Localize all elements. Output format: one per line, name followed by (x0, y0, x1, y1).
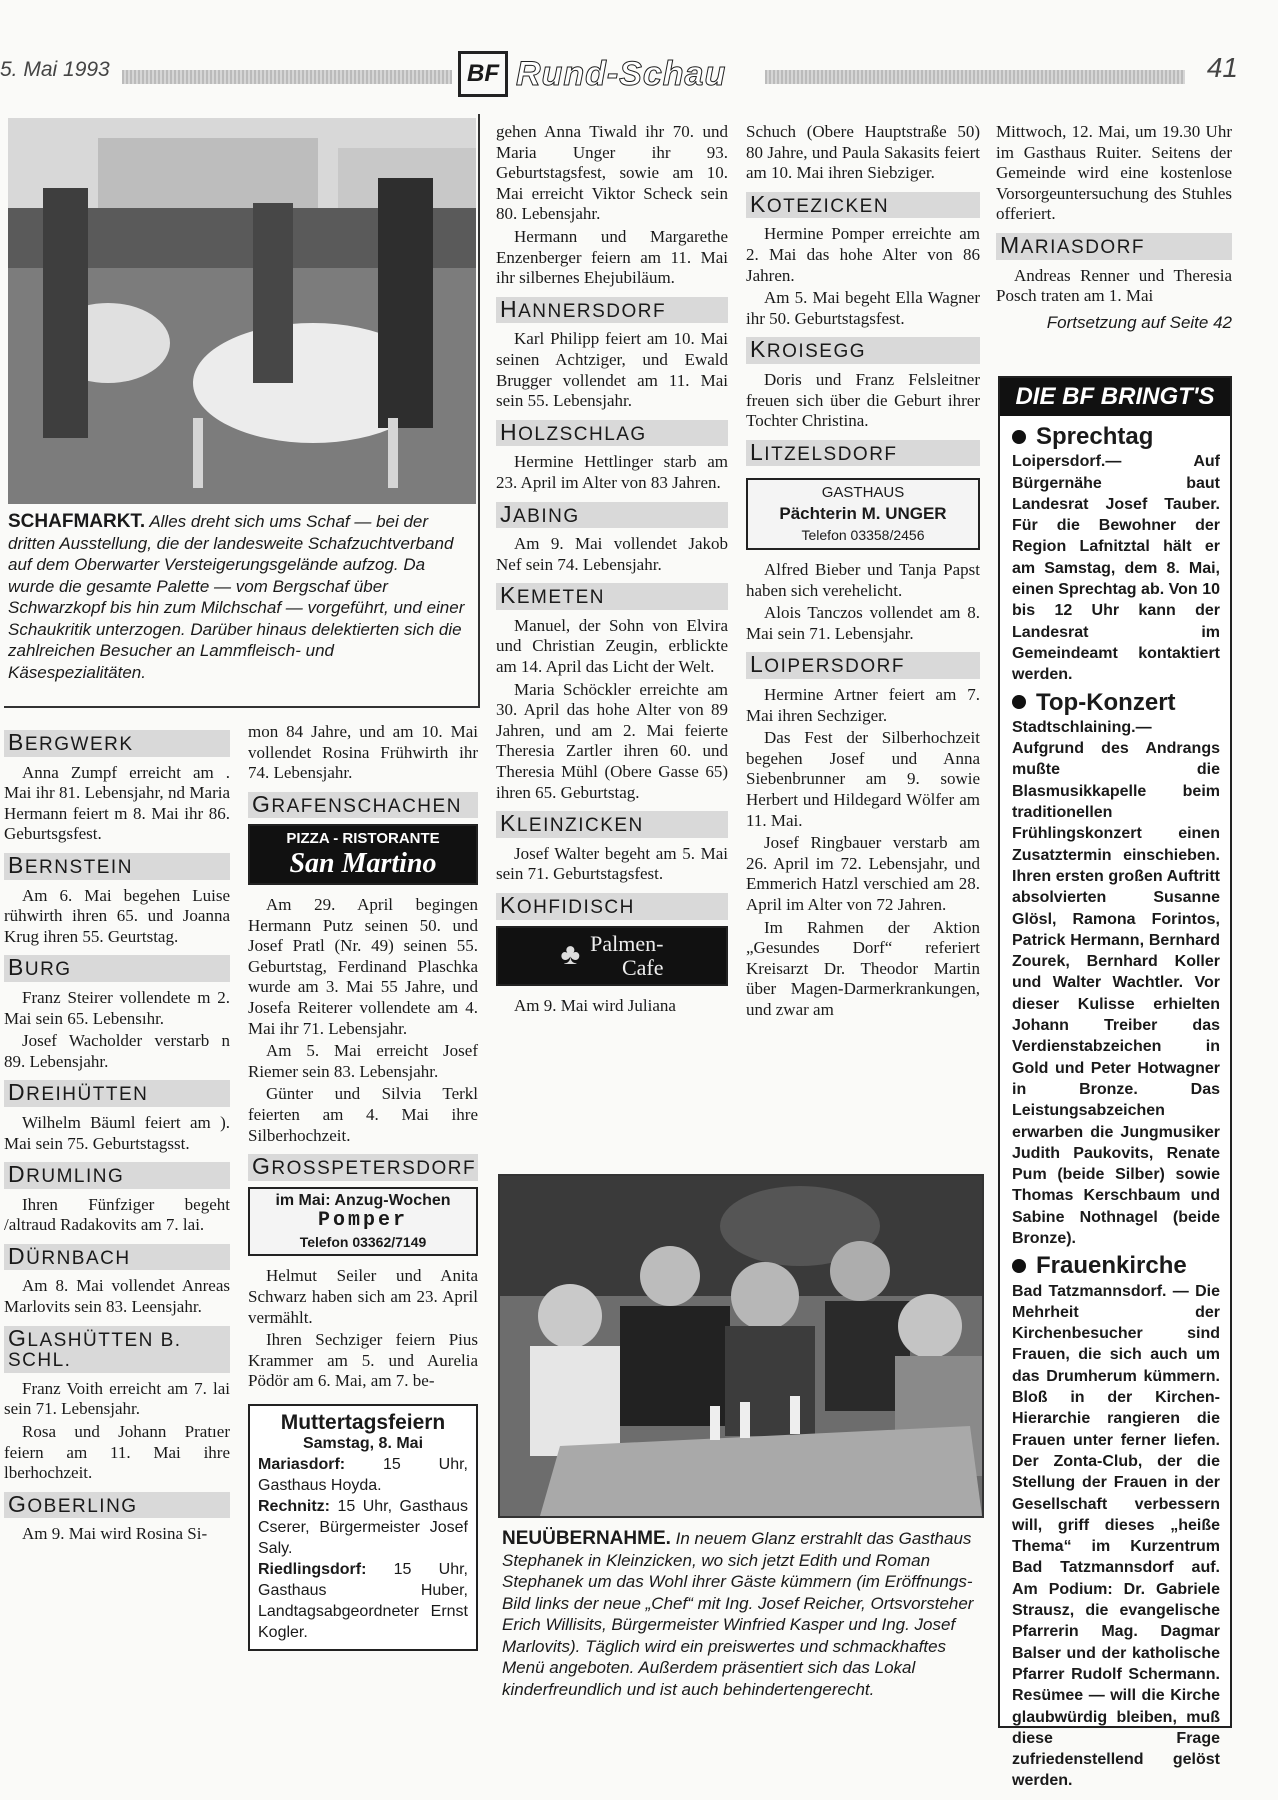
town-heading: HOLZSCHLAG (496, 420, 728, 447)
news-item: Mittwoch, 12. Mai, um 19.30 Uhr im Gasthaus Ruiter. Seitens der Gemeinde wird eine kostenlose Vorsorgeuntersuchung des Stuhles offeriert. (996, 122, 1232, 224)
ad-line: GASTHAUS (821, 484, 905, 502)
town-heading: KOHFIDISCH (496, 893, 728, 920)
palm-icon: ♣ (560, 938, 581, 972)
masthead (458, 50, 758, 98)
town-heading: GROSSPETERSDORF (248, 1154, 478, 1181)
town-heading: LITZELSDORF (746, 440, 980, 467)
town-heading: DRUMLING (4, 1162, 230, 1189)
town-heading: GRAFENSCHACHEN (248, 792, 478, 819)
bullet-icon (1012, 430, 1026, 444)
town-heading: KEMETEN (496, 583, 728, 610)
column-2 (248, 722, 478, 1651)
news-item: Ihren Fünfziger begeht /altraud Radakovits am 7. lai. (4, 1194, 230, 1235)
ad-line: im Mai: Anzug-Wochen (275, 1191, 451, 1209)
event-details: 15 Uhr, Gasthaus Cserer, Bürgermeister Josef Saly. (258, 1498, 469, 1558)
news-item: Am 5. Mai begeht Ella Wagner ihr 50. Geburtstagsfest. (746, 288, 980, 328)
ad-phone: Telefon 03358/2456 (801, 526, 925, 543)
column-3 (496, 122, 728, 1018)
mothers-day-box (248, 1404, 478, 1651)
town-heading: BERGWERK (4, 730, 230, 757)
town-heading: DREIHÜTTEN (4, 1080, 230, 1107)
news-item: Alfred Bieber und Tanja Papst haben sich verehelicht. (746, 560, 980, 600)
news-item: Am 5. Mai erreicht Josef Riemer sein 83. Lebensjahr. (248, 1041, 478, 1081)
box-body (1000, 416, 1230, 1800)
event-place: Rechnitz: (258, 1498, 330, 1516)
restaurant-opening-photo (498, 1174, 984, 1518)
heading-text: Frauenkirche (1036, 1252, 1187, 1280)
caption-text: In neuem Glanz erstrahlt das Gasthaus Stephanek in Kleinzicken, wo sich jetzt Edith und Roman Stephanek um das Wohl ihrer Gäste kümmern (im Eröffnungs-Bild links der neue „Chef“ mit Ing. Josef Reicher, Ortsvorsteher Erich Willisits, Bürgermeister Winfried Kasper und Ing. Josef Marlovits). Täglich wird ein preiswertes und schmackhaftes Menü angeboten. Außerdem präsentiert sich das Lokal kinderfreundlich und ist auch behindertengerecht. (502, 1529, 974, 1699)
heading-text: Top-Konzert (1036, 688, 1176, 716)
town-heading: GOBERLING (4, 1492, 230, 1519)
news-item: Hermine Hettlinger starb am 23. April im Alter von 83 Jahren. (496, 452, 728, 492)
town-heading: DÜRNBACH (4, 1244, 230, 1271)
news-item: Günter und Silvia Terkl feierten am 4. Mai ihre Silberhochzeit. (248, 1084, 478, 1145)
event-place: Mariasdorf: (258, 1456, 346, 1474)
event-place: Riedlingsdorf: (258, 1561, 367, 1579)
ad-line: PIZZA - RISTORANTE (286, 830, 440, 848)
caption-lead: SCHAFMARKT. (8, 511, 146, 532)
news-item: Rosa und Johann Pratıer feiern am 11. Mai ihre lberhochzeit. (4, 1422, 230, 1483)
town-heading: KROISEGG (746, 337, 980, 364)
item-text: Loipersdorf.— Auf Bürgernähe baut Landesrat Josef Tauber. Für die Bewohner der Region Lafnitztal hält er am Samstag, dem 8. Mai, einen Sprechtag ab. Von 10 bis 12 Uhr kann der Landesrat im Gemeindeamt kontaktiert werden. (1012, 453, 1220, 684)
town-heading: KLEINZICKEN (496, 811, 728, 838)
section-title: Rund-Schau (516, 54, 727, 93)
news-item: Hermine Pomper erreichte am 2. Mai das hohe Alter von 86 Jahren. (746, 224, 980, 285)
column-1 (4, 722, 230, 1547)
heading-text: Sprechtag (1036, 423, 1154, 450)
news-item: Das Fest der Silberhochzeit begehen Josef und Anna Siebenbrunner am 9. sowie Herbert und Hildegard Wölfer am 11. Mai. (746, 728, 980, 830)
ad-line: Palmen- (590, 930, 664, 956)
news-item: Im Rahmen der Aktion „Gesundes Dorf“ referiert Kreisarzt Dr. Theodor Martin über Magen-Darmerkrankungen, und zwar am (746, 917, 980, 1019)
town-heading: BURG (4, 955, 230, 982)
news-item: Am 9. Mai wird Juliana (514, 995, 676, 1015)
ad-logo: Pomper (317, 1209, 408, 1233)
news-item: Josef Ringbauer verstarb am 26. April im 72. Lebensjahr, und Emmerich Hatzl verschied am 28. April im Alter von 72 Jahren. (746, 833, 980, 914)
pizza-ristorante-ad (248, 824, 478, 885)
town-heading: JABING (496, 502, 728, 529)
item-heading (1012, 1252, 1220, 1280)
event-entry (258, 1496, 468, 1559)
event-details: 15 Uhr, Gasthaus Huber, Landtagsabgeordneter Ernst Kogler. (258, 1561, 468, 1642)
page-number: 41 (1206, 52, 1238, 83)
news-item: Ihren Sechziger feiern Pius Krammer am 5. und Aurelia Pödör am 6. Mai, am 7. be- (248, 1330, 478, 1391)
bf-logo: BF (458, 51, 508, 97)
pomper-ad (248, 1187, 478, 1257)
news-item: Am 8. Mai vollendet Anreas Marlovits sein 83. Leensjahr. (4, 1276, 230, 1317)
palmen-cafe-ad (496, 926, 728, 986)
ad-line: Cafe (621, 954, 664, 980)
town-heading: HANNERSDORF (496, 297, 728, 324)
event-entry (258, 1559, 468, 1643)
ad-phone: Telefon 03362/7149 (299, 1233, 427, 1250)
box-title: Muttertagsfeiern (280, 1411, 446, 1435)
news-item: Doris und Franz Felsleitner freuen sich über die Geburt ihrer Tochter Christina. (746, 369, 980, 431)
caption-text: Alles dreht sich ums Schaf — bei der dritten Ausstellung, die der landesweite Schafzuchtverband auf dem Oberwarter Versteigerungsgelände aufzog. Da wurde die gesamte Palette — vom Bergschaf über Schwarzkopf bis hin zum Milchschaf — vorgeführt, und einer Schaukritik unterzogen. Darüber hinaus delektierten sich die zahlreichen Besucher an Lammfleisch- und Käsespezialitäten. (8, 512, 465, 682)
gasthaus-unger-ad (746, 478, 980, 550)
news-item: Schuch (Obere Hauptstraße 50) 80 Jahre, und Paula Sakasits feiert am 10. Mai ihren Siebziger. (746, 122, 980, 183)
news-item: Josef Wacholder verstarb n 89. Lebensjahr. (4, 1031, 230, 1071)
news-item: Am 9. Mai vollendet Jakob Nef sein 74. Lebensjahr. (496, 534, 728, 574)
news-item: Andreas Renner und Theresia Posch traten am 1. Mai (996, 265, 1232, 306)
news-item: Alois Tanczos vollendet am 8. Mai sein 71. Lebensjahr. (746, 603, 980, 643)
news-item: Maria Schöckler erreichte am 30. April das hohe Alter von 89 Jahren, und am 2. Mai feierte Theresia Zartler ihren 60. und Theresia Mühl (Obere Gasse 65) ihren 65. Geburtstag. (496, 679, 728, 802)
news-item: Josef Walter begeht am 5. Mai sein 71. Geburtstagsfest. (496, 843, 728, 884)
caption-frame (4, 114, 480, 708)
ad-logo: San Martino (289, 847, 437, 879)
news-item: Manuel, der Sohn von Elvira und Christian Zeugin, erblickte am 14. April das Licht der Welt. (496, 615, 728, 677)
caption-lead: NEUÜBERNAHME. (502, 1528, 671, 1549)
town-heading: GLASHÜTTEN B. SCHL. (4, 1326, 230, 1373)
news-item: Franz Steirer vollendete m 2. Mai sein 65. Lebensıhr. (4, 987, 230, 1028)
bullet-icon (1012, 1259, 1026, 1273)
news-item: Am 9. Mai wird Rosina Si- (22, 1524, 208, 1544)
news-item: Anna Zumpf erreicht am . Mai ihr 81. Lebensjahr, nd Maria Hermann feiert m 8. Mai ihr 86. Geburtsgsfest. (4, 762, 230, 844)
town-heading: BERNSTEIN (4, 853, 230, 880)
header-rule-right (765, 70, 1185, 84)
box-title: DIE BF BRINGT'S (1000, 378, 1230, 416)
news-item: Hermann und Margarethe Enzenberger feiern am 11. Mai ihr silbernes Ehejubiläum. (496, 226, 728, 288)
bullet-icon (1012, 695, 1026, 709)
ad-text (590, 932, 663, 980)
news-item: Am 29. April begingen Hermann Putz seinen 50. und Josef Pratl (Nr. 49) seinen 55. Geburtstag, Ferdinand Plaschka wurde am 3. Mai 55 Jahre, und Josefa Reiterer vollendete am 4. Mai ihr 71. Lebensjahr. (248, 894, 478, 1038)
news-item: Am 6. Mai begehen Luise rühwirth ihren 65. und Joanna Krug ihren 55. Geurtstag. (4, 885, 230, 946)
news-item: Helmut Seiler und Anita Schwarz haben sich am 23. April vermählt. (248, 1266, 478, 1327)
restaurant-opening-caption (502, 1528, 974, 1700)
news-item: Franz Voith erreicht am 7. lai sein 71. Lebensjahr. (4, 1378, 230, 1419)
event-details: 15 Uhr, Gasthaus Hoyda. (258, 1456, 468, 1495)
column-4 (746, 122, 980, 1023)
item-text: Stadtschlaining.— Aufgrund des Andrangs mußte die Blasmusikkapelle beim traditionellen Frühlingskonzert einen Zusatztermin einschieben. Ihren ersten großen Auftritt absolvierten Susanne Glösl, Ramona Forintos, Patrick Hermann, Bernhard Zourek, Bernhard Koller und Walter Wachtler. Vor dieser Kulisse erhielten Johann Treiber das Verdienstabzeichen in Gold und Peter Hotwagner in Bronze. Das Leistungsabzeichen erwarben die Jungmusiker Judith Paukovits, Renate Pum (beide Silber) sowie Thomas Kerschbaum und Sabine Nothnagel (beide Bronze). (1012, 718, 1220, 1247)
news-item: Karl Philipp feiert am 10. Mai seinen Achtziger, und Ewald Brugger vollendet am 11. Mai sein 55. Lebensjahr. (496, 329, 728, 411)
item-heading (1012, 688, 1220, 716)
news-item: gehen Anna Tiwald ihr 70. und Maria Unger ihr 93. Geburtstagsfest, sowie am 10. Mai erreicht Viktor Scheck sein 80. Lebensjahr. (496, 122, 728, 224)
continued-note[interactable]: Fortsetzung auf Seite 42 (1046, 312, 1232, 332)
header-rule-left (122, 70, 452, 84)
news-item: Wilhelm Bäuml feiert am ). Mai sein 75. Geburtstagsst. (4, 1112, 230, 1153)
box-date: Samstag, 8. Mai (302, 1435, 424, 1453)
town-heading: KOTEZICKEN (746, 192, 980, 219)
column-5 (996, 122, 1232, 343)
town-heading: MARIASDORF (996, 233, 1232, 260)
item-text: Bad Tatzmannsdorf. — Die Mehrheit der Kirchenbesucher sind Frauen, die sich auch um das Drumherum kümmern. Bloß in der Kirchen-Hierarchie rangieren die Frauen unter ferner liefen. Der Zonta-Club, der die Stellung der Frauen in der Gesellschaft verbessern will, griff dieses „heiße Thema“ im Kurzentrum Bad Tatzmannsdorf auf. Am Podium: Dr. Gabriele Strausz, die evangelische Pfarrerin Mag. Dagmar Balser und der katholische Pfarrer Rudolf Schermann. Resümee — will die Kirche glaubwürdig bleiben, muß diese Frage zufriedenstellend gelöst werden. (1012, 1282, 1220, 1790)
news-item: Hermine Artner feiert am 7. Mai ihren Sechziger. (746, 685, 980, 725)
ad-name: Pächterin M. UNGER (779, 503, 947, 523)
news-item: mon 84 Jahre, und am 10. Mai vollendet Rosina Frühwirth ihr 74. Lebensjahr. (248, 722, 478, 783)
issue-date: 5. Mai 1993 (0, 58, 110, 81)
item-heading (1012, 423, 1220, 450)
town-heading: LOIPERSDORF (746, 652, 980, 679)
bf-bringts-box (998, 376, 1232, 1790)
event-entry (258, 1454, 468, 1496)
